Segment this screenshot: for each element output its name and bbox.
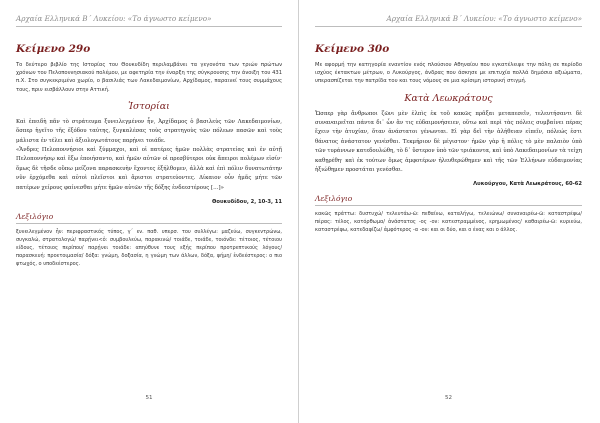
greek-paragraph: «Ἄνδρες Πελοποννήσιοι καὶ ξύμμαχοι, καὶ οἱ πατέρες ἡμῶν πολλὰς στρατείας καὶ ἐν αὐτῇ Πελοποννήσῳ καὶ ἔξω ἐποιήσαντο, καὶ ἡμῶν αὐτῶν οἱ πρεσβύτεροι οὐκ ἄπειροι πολέμων εἰσίν· ὅμως δὲ τῆσδε οὔπω μείζονα παρασκευὴν ἔχοντες ἐξήλθομεν, ἀλλὰ καὶ ἐπὶ πόλιν δυνατωτάτην νῦν ἐρχόμεθα καὶ αὐτοὶ πλεῖστοι καὶ ἄριστοι στρατεύοντες. Δίκαιον οὖν ἡμᾶς μήτε τῶν πατέρων χείρους φαίνεσθαι μήτε ἡμῶν αὐτῶν τῆς δόξης ἐνδεεστέρους […]» [16, 147, 282, 191]
running-head: Αρχαία Ελληνικά Β΄ Λυκείου: «Το άγνωστο κείμενο» [16, 14, 282, 27]
work-title: Ἱστορίαι [128, 100, 170, 112]
lexicon-body: κακῶς πράττω: δυστυχώ/ τελευτάω-ῶ: πεθαίνω, καταλήγω, τελειώνω/ συναναιρέω-ῶ: καταστρέφω/ πέρας: τέλος, κατόρθωμα/ ἀνάστατος -ος -ον: κατεστραμμένος, ερημωμένος/ καθαιρέω-ῶ: κυριεύω, καταστρέφω, κατεδαφίζω/ ἀμφότερος -α -ον: και οι δύο, και ο ένας και ο άλλος. [315, 211, 582, 234]
work-title: Κατὰ Λεωκράτους [404, 92, 493, 104]
greek-text [16, 118, 282, 193]
page-number: 51 [145, 395, 153, 401]
source-citation: Θουκυδίδου, 2, 10-3, 11 [211, 199, 282, 206]
left-page [0, 0, 299, 423]
running-head: Αρχαία Ελληνικά Β΄ Λυκείου: «Το άγνωστο κείμενο» [315, 14, 582, 27]
intro-paragraph: Με αφορμή την κατηγορία εναντίον ενός πλούσιου Αθηναίου που εγκατέλειψε την πόλη σε περίοδο ισχύος έκτακτων μέτρων, ο Λυκούργος, άνδρας που άσκησε με επιτυχία πολλά δημόσια αξιώματα, υπερασπίζεται την πατρίδα του και τους νόμους σε μια κρίσιμη ιστορική στιγμή. [315, 62, 582, 85]
lexicon-title: Λεξιλόγιο [315, 194, 582, 206]
right-page [299, 0, 598, 423]
lexicon-body: ξυνειλεγμένον ἦν: περιφραστικός τύπος, γ΄ εν. παθ. υπερσ. του συλλέγω: μαζεύω, συγκεντρώνω, συγκαλώ, στρατολογώ/ παρῄνει<ὁ: συμβουλεύω, παρακινώ/ τοιάδε, τοιάδε, τοιόνδε: τέτοιος, τέτοιου είδους, τέτοιος περίπου/ παρῄνει τοιάδε: απηύθυνε τους εξής περίπου προτρεπτικούς λόγους/ παρασκευή: προετοιμασία/ δόξα: γνώμη, δοξασία, η γνώμη των άλλων, δόξα, φήμη/ ἐνδεέστερος: ο πιο φτωχός, ο υποδεέστερος. [16, 229, 282, 268]
text-title: Κείμενο 29ο [16, 43, 91, 55]
source-citation: Λυκούργου, Κατὰ Λεωκράτους, 60-62 [473, 181, 582, 188]
lexicon-title: Λεξιλόγιο [16, 212, 282, 224]
greek-text [315, 110, 582, 176]
page-number: 52 [444, 395, 453, 401]
greek-paragraph: Ὥσπερ γὰρ ἄνθρωποι ζῶνι μὲν ἐλπὶς ἐκ τοῦ κακῶς πρᾶξαι μεταπεσεῖν, τελευτήσαντι δὲ συναναιρεῖται πάντα δι᾽ ὧν ἄν τις εὐδαιμονήσειεν, οὕτω καὶ περὶ τὰς πόλεις συμβαίνει πέρας ἔχειν τὴν ἀτυχίαν, ὅταν ἀνάστατοι γένωνται. Εἰ γὰρ δεῖ τὴν ἀλήθειαν εἰπεῖν, πόλεώς ἐστι θάνατος ἀνάστατον γενέσθαι. Τεκμήριον δὲ μέγιστον· ἡμῶν γὰρ ἡ πόλις τὸ μὲν παλαιὸν ὑπὸ τῶν τυράννων κατεδουλώθη, τὸ δ᾽ ὕστερον ὑπὸ τῶν τριάκοντα, καὶ ὑπὸ Λακεδαιμονίων τὰ τείχη καθῃρέθη· καὶ ἐκ τούτων ὅμως ἀμφοτέρων ἠλευθερώθημεν καὶ τῆς τῶν Ἑλλήνων εὐδαιμονίας ἠξιώθημεν προστάται γενέσθαι. [315, 110, 582, 174]
intro-paragraph: Το δεύτερο βιβλίο της Ιστορίας του Θουκυδίδη περιλαμβάνει τα γεγονότα των τριών πρώτων χρόνων του Πελοποννησιακού πολέμου, με αφετηρία την έναρξη της σύγκρουσης την άνοιξη του 431 π.Χ. Στο συγκεκριμένο χωρίο, ο βασιλιάς των Λακεδαιμονίων, Αρχίδαμος, παραινεί τους συμμάχους τους, πριν εισβάλλουν στην Αττική. [16, 62, 282, 93]
greek-paragraph: Καὶ ἐπειδὴ πᾶν τὸ στράτευμα ξυνειλεγμένον ἦν, Ἀρχίδαμος ὁ βασιλεὺς τῶν Λακεδαιμονίων, ὅσπερ ἡγεῖτο τῆς ἐξόδου ταύτης, ξυγκαλέσας τοὺς στρατηγοὺς τῶν πόλεων πασῶν καὶ τοὺς μάλιστα ἐν τέλει καὶ ἀξιολογωτάτους παρῄνει τοιάδε. [16, 118, 282, 144]
text-title: Κείμενο 30ο [315, 43, 390, 55]
